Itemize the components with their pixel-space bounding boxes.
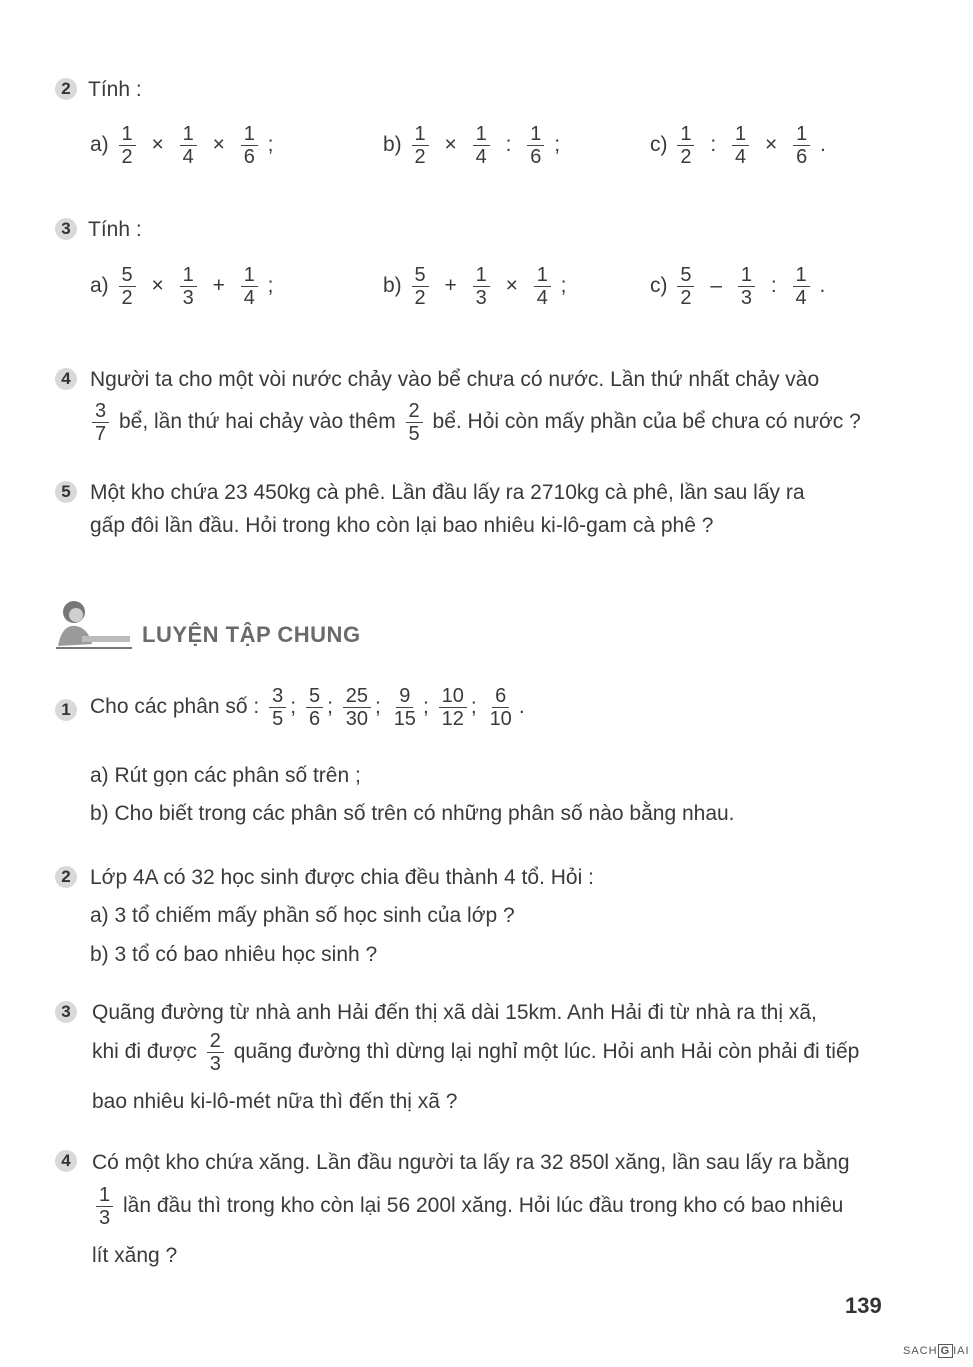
punctuation: ;: [267, 133, 274, 157]
fraction: $\frac{1}{6}$: [241, 123, 258, 168]
problem-text: gấp đôi lần đầu. Hỏi trong kho còn lại bao nhiêu ki-lô-gam cà phê ?: [90, 514, 714, 537]
operator: +: [212, 274, 225, 298]
watermark-logo: SACH G IAI: [903, 1345, 970, 1357]
fraction: $\frac{1}{3}$: [473, 264, 490, 309]
fraction: $\frac{1}{3}$: [738, 264, 755, 309]
fraction: $\frac{2}{3}$: [207, 1030, 224, 1075]
fraction: $\frac{1}{4}$: [241, 264, 258, 309]
problem-text: Quãng đường từ nhà anh Hải đến thị xã dài 15km. Anh Hải đi từ nhà ra thị xã,: [92, 1001, 817, 1024]
fraction: $\frac{5}{2}$: [119, 264, 136, 309]
fraction: $\frac{5}{2}$: [677, 264, 694, 309]
problem-text: Người ta cho một vòi nước chảy vào bể chưa có nước. Lần thứ nhất chảy vào: [90, 368, 820, 391]
problem-text: $\frac{3}{7}$ bể, lần thứ hai chảy vào thêm $\frac{2}{5}$ bể. Hỏi còn mấy phần của bể chưa có nước ?: [88, 400, 861, 445]
exercise-title: Tính :: [88, 218, 142, 241]
fraction: $\frac{1}{4}$: [473, 123, 490, 168]
exercise-number: 3: [55, 218, 77, 240]
expression-3c: [650, 264, 825, 309]
exercise-number: 1: [55, 699, 77, 721]
operator: ×: [764, 133, 778, 157]
expression-2b: [383, 123, 560, 168]
fraction: $\frac{1}{4}$: [793, 264, 810, 309]
fraction: $\frac{9}{15}$: [393, 685, 416, 730]
operator: ×: [151, 133, 164, 157]
exercise-number: 3: [55, 1001, 77, 1023]
sub-question: b) 3 tổ có bao nhiêu học sinh ?: [90, 943, 378, 966]
expression-3a: [90, 264, 274, 309]
operator: :: [710, 133, 717, 157]
sub-question: b) Cho biết trong các phân số trên có những phân số nào bằng nhau.: [90, 802, 735, 825]
fraction: $\frac{1}{4}$: [534, 264, 551, 309]
punctuation: .: [819, 274, 826, 298]
sub-question: a) Rút gọn các phân số trên ;: [90, 764, 361, 787]
fraction: $\frac{1}{6}$: [527, 123, 544, 168]
girl-reading-illustration: [52, 596, 134, 652]
exercise-number: 2: [55, 78, 77, 100]
item-label: b): [383, 133, 402, 157]
item-label: b): [383, 274, 402, 298]
fraction: $\frac{1}{2}$: [677, 123, 694, 168]
section-title: LUYỆN TẬP CHUNG: [142, 622, 361, 647]
fraction: $\frac{1}{4}$: [732, 123, 749, 168]
item-label: c): [650, 133, 668, 157]
fraction: $\frac{3}{7}$: [92, 400, 109, 445]
operator: :: [505, 133, 512, 157]
punctuation: ;: [267, 274, 274, 298]
expression-3b: [383, 264, 567, 309]
operator: ×: [151, 274, 164, 298]
fraction: $\frac{5}{2}$: [412, 264, 429, 309]
sub-question: a) 3 tổ chiếm mấy phần số học sinh của lớp ?: [90, 904, 515, 927]
operator: +: [444, 274, 457, 298]
fraction: $\frac{2}{5}$: [406, 400, 423, 445]
operator: ×: [505, 274, 518, 298]
fraction: $\frac{1}{4}$: [180, 123, 197, 168]
exercise-number: 4: [55, 368, 77, 390]
punctuation: ;: [554, 133, 561, 157]
item-label: a): [90, 133, 109, 157]
problem-text: Một kho chứa 23 450kg cà phê. Lần đầu lấy ra 2710kg cà phê, lần sau lấy ra: [90, 481, 805, 504]
page-number: 139: [845, 1293, 882, 1318]
problem-text: Có một kho chứa xăng. Lần đầu người ta lấy ra 32 850l xăng, lần sau lấy ra bằng: [92, 1151, 850, 1174]
fraction: $\frac{1}{2}$: [119, 123, 136, 168]
operator: –: [710, 274, 722, 298]
fraction: $\frac{1}{6}$: [793, 123, 810, 168]
problem-text: $\frac{1}{3}$ lần đầu thì trong kho còn lại 56 200l xăng. Hỏi lúc đầu trong kho có bao nhiêu: [92, 1184, 843, 1229]
problem-text: Lớp 4A có 32 học sinh được chia đều thành 4 tổ. Hỏi :: [90, 866, 594, 889]
exercise-title: Tính :: [88, 78, 142, 101]
fraction: $\frac{1}{3}$: [180, 264, 197, 309]
punctuation: .: [820, 133, 826, 157]
fraction: $\frac{6}{10}$: [489, 685, 512, 730]
operator: ×: [212, 133, 225, 157]
fraction: $\frac{3}{5}$: [269, 685, 286, 730]
problem-text: bao nhiêu ki-lô-mét nữa thì đến thị xã ?: [92, 1090, 458, 1113]
fraction-list: Cho các phân số : $\frac{3}{5}$ ; $\frac{5}{6}$ ; $\frac{25}{30}$ ; $\frac{9}{15}$ ; $\frac{10}{12}$ ; $\frac{6}{10}$ .: [90, 685, 525, 730]
item-label: a): [90, 274, 109, 298]
fraction: $\frac{25}{30}$: [343, 685, 371, 730]
operator: ×: [444, 133, 457, 157]
fraction: $\frac{1}{2}$: [412, 123, 429, 168]
fraction: $\frac{1}{3}$: [96, 1184, 113, 1229]
fraction: $\frac{5}{6}$: [306, 685, 323, 730]
problem-text: khi đi được $\frac{2}{3}$ quãng đường thì dừng lại nghỉ một lúc. Hỏi anh Hải còn phải đi tiếp: [92, 1030, 860, 1075]
expression-2c: [650, 123, 826, 168]
exercise-number: 5: [55, 481, 77, 503]
problem-text: lít xăng ?: [92, 1244, 178, 1267]
exercise-number: 2: [55, 866, 77, 888]
punctuation: ;: [560, 274, 567, 298]
exercise-number: 4: [55, 1150, 77, 1172]
expression-2a: [90, 123, 274, 168]
operator: :: [770, 274, 777, 298]
fraction: $\frac{10}{12}$: [439, 685, 467, 730]
item-label: c): [650, 274, 668, 298]
